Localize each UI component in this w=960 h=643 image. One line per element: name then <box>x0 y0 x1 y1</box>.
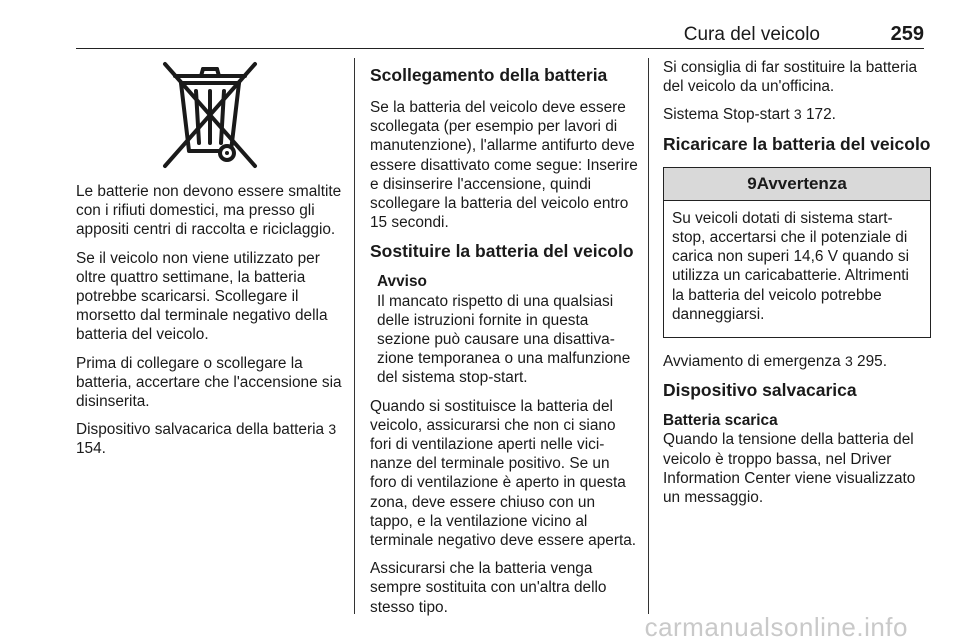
caution-text: Il mancato rispetto di una qualsiasi delle istruzioni fornite in questa sezione può causare una disattivazione temporanea o una malfunzione del sistema stop-start. <box>377 292 631 387</box>
paragraph: Assicurarsi che la batteria venga sempre sostituita con un'altra dello stesso tipo. <box>370 560 607 616</box>
paragraph: Se la batteria del veicolo deve essere scollegata (per esempio per lavori di manutenzione), l'allarme antifurto deve essere disattivato come segue: Inserire e disinserire l'accensione, quindi scollegare la batteria del veicolo entro 15 secondi. <box>370 99 638 232</box>
warning-text: Su veicoli dotati di sistema start-stop, accertarsi che il potenziale di carica non superi 14,6 V quando si utilizza un caricabatterie. Altrimenti la batteria del veicolo potrebbe danneggiarsi. <box>672 209 909 323</box>
column-3 <box>663 58 931 516</box>
paragraph: Se il veicolo non viene utilizzato per oltre quattro settimane, la batteria potrebbe scaricarsi. Scollegare il morsetto dal terminale negativo della batteria del veicolo. <box>76 249 328 344</box>
column-2 <box>370 58 638 626</box>
page-header <box>76 0 924 49</box>
column-1 <box>76 58 344 468</box>
watermark: carmanualsonline.info <box>644 612 908 642</box>
paragraph: Quando si sostituisce la batteria del veicolo, assicurarsi che non ci siano fori di ventilazione aperti nelle vicinanze del terminale positivo. Se un foro di ventilazione è aperto in questa zona, deve essere chiuso con un tappo, e la ventilazione vicino al terminale negativo deve essere aperta. <box>370 397 637 550</box>
paragraph-with-reference <box>663 352 931 371</box>
section-title: Cura del veicolo <box>683 24 820 45</box>
page-ref-arrow-icon: 3 <box>844 353 853 370</box>
reference-text: Dispositivo salvacarica della batteria <box>76 421 325 439</box>
paragraph: Si consiglia di far sostituire la batteria del veicolo da un'officina. <box>663 59 918 96</box>
section-heading: Dispositivo salvacarica <box>663 380 857 401</box>
paragraph: Quando la tensione della batteria del veicolo è troppo bassa, nel Driver Information Center viene visualizzato un messaggio. <box>663 431 916 507</box>
paragraph-with-reference <box>76 420 344 458</box>
column-divider <box>354 58 355 614</box>
warning-title: Avvertenza <box>756 173 847 193</box>
paragraph: Le batterie non devono essere smaltite con i rifiuti domestici, ma presso gli appositi centri di raccolta e riciclaggio. <box>76 183 342 239</box>
page-ref-arrow-icon: 3 <box>793 106 802 123</box>
page-number: 259 <box>890 23 924 45</box>
caution-title: Avviso <box>377 273 427 291</box>
page-ref-link[interactable]: 295. <box>857 353 887 371</box>
crossed-out-wheelie-bin-icon <box>76 58 344 170</box>
paragraph: Prima di collegare o scollegare la batteria, accertare che l'accensione sia disinserita. <box>76 354 342 411</box>
column-divider <box>648 58 649 614</box>
section-heading: Scollegamento della batteria <box>370 65 608 85</box>
paragraph-with-reference <box>663 105 931 124</box>
caution-note <box>370 272 638 387</box>
warning-icon: 9 <box>747 173 757 193</box>
reference-text: Sistema Stop-start <box>663 106 790 124</box>
warning-header <box>664 168 930 201</box>
page-ref-link[interactable]: 172. <box>805 106 836 124</box>
warning-box <box>663 167 931 338</box>
warning-body <box>664 201 930 337</box>
section-heading: Sostituire la batteria del veicolo <box>370 241 634 262</box>
section-heading: Ricaricare la batteria del veicolo <box>663 133 931 154</box>
page-ref-link[interactable]: 154. <box>76 440 106 458</box>
page-ref-arrow-icon: 3 <box>328 421 337 438</box>
reference-text: Avviamento di emergenza <box>663 353 841 371</box>
subheading: Batteria scarica <box>663 412 778 430</box>
